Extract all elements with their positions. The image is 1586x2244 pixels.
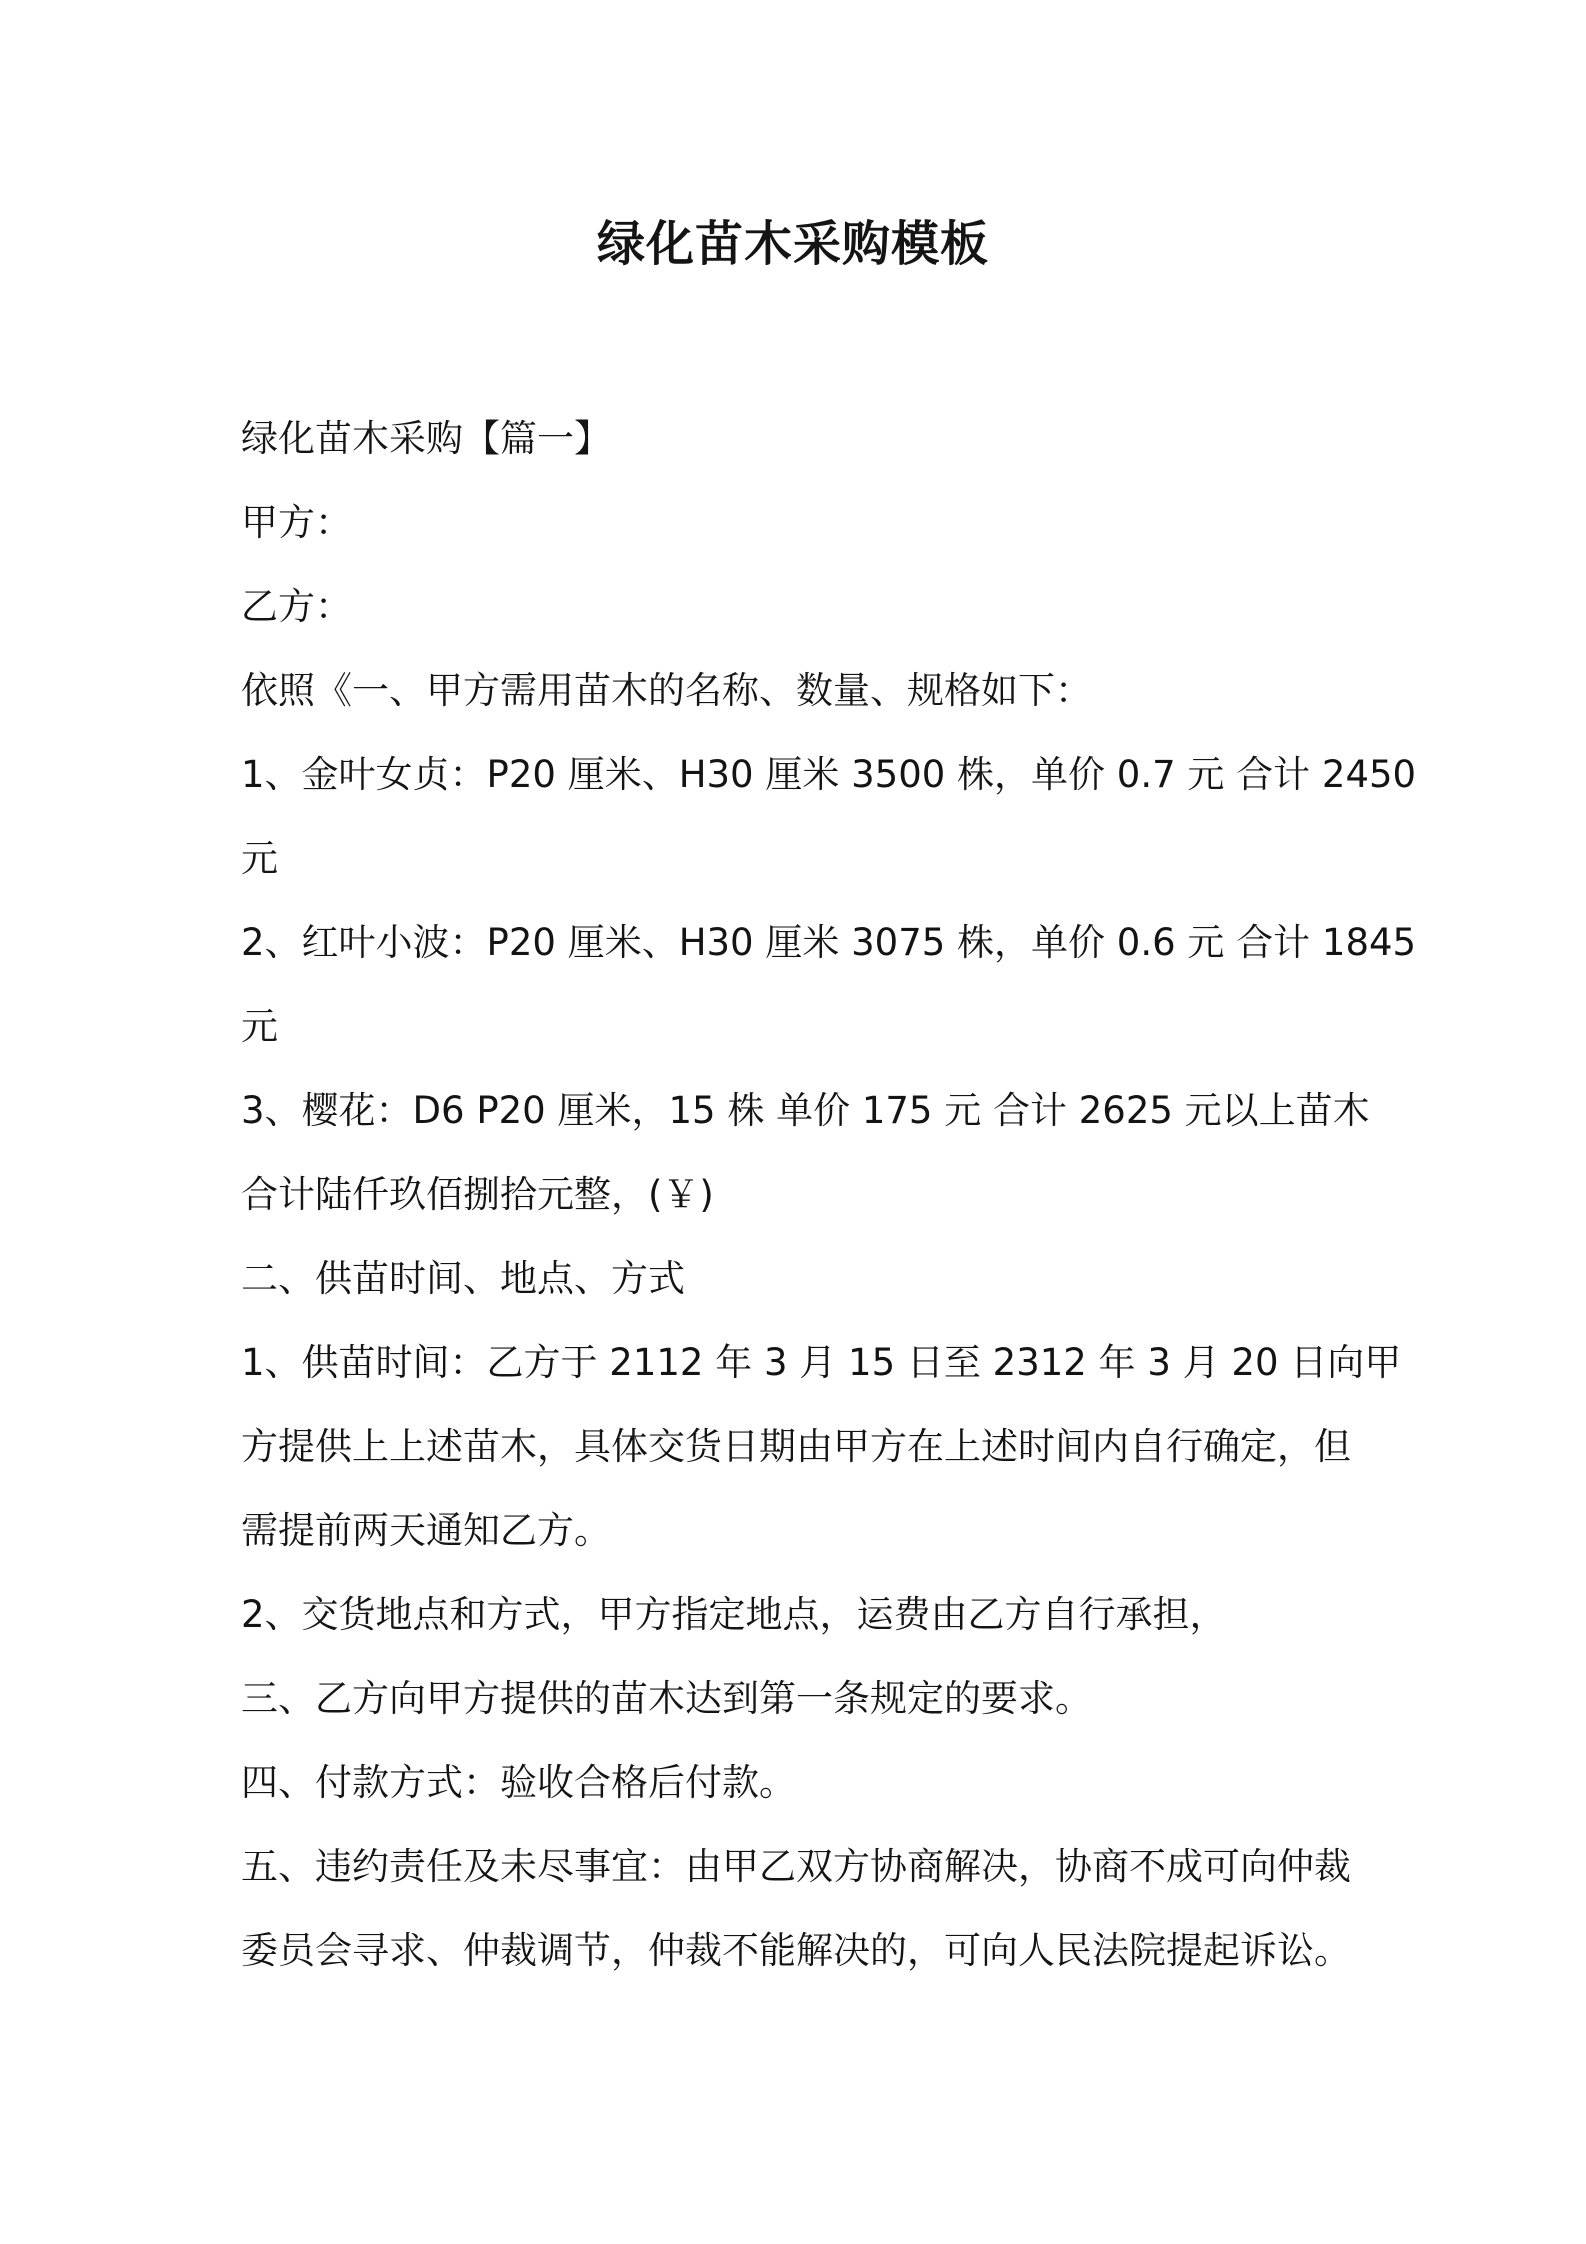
item-2-line-cont: 元 (241, 1005, 278, 1048)
document-title: 绿化苗木采购模板 (596, 216, 989, 272)
item-2-line: 2、红叶小波：P20 厘米、H30 厘米 3075 株，单价 0.6 元 合计 1845 (241, 921, 1417, 964)
clause-five-line-cont: 委员会寻求、仲裁调节，仲裁不能解决的，可向人民法院提起诉讼。 (241, 1929, 1351, 1972)
clause-one-intro: 依照《一、甲方需用苗木的名称、数量、规格如下： (241, 669, 1092, 712)
document-body (241, 397, 1417, 1993)
supply-time-line: 1、供苗时间：乙方于 2112 年 3 月 15 日至 2312 年 3 月 20 日向甲 (241, 1341, 1402, 1384)
party-a-line: 甲方： (241, 501, 352, 544)
delivery-line: 2、交货地点和方式，甲方指定地点，运费由乙方自行承担， (241, 1593, 1227, 1636)
clause-three-line: 三、乙方向甲方提供的苗木达到第一条规定的要求。 (241, 1677, 1092, 1720)
item-1-line-cont: 元 (241, 837, 278, 880)
item-1-line: 1、金叶女贞：P20 厘米、H30 厘米 3500 株，单价 0.7 元 合计 2450 (241, 753, 1417, 796)
supply-time-line-cont: 方提供上上述苗木，具体交货日期由甲方在上述时间内自行确定，但 (241, 1425, 1351, 1468)
clause-five-line: 五、违约责任及未尽事宜：由甲乙双方协商解决，协商不成可向仲裁 (241, 1845, 1351, 1888)
item-3-line-cont: 合计陆仟玖佰捌拾元整，(￥) (241, 1173, 714, 1216)
section-heading: 绿化苗木采购【篇一】 (241, 417, 611, 460)
supply-time-line-cont2: 需提前两天通知乙方。 (241, 1509, 611, 1552)
party-b-line: 乙方： (241, 585, 352, 628)
item-3-line: 3、樱花：D6 P20 厘米，15 株 单价 175 元 合计 2625 元以上苗木 (241, 1089, 1370, 1132)
clause-four-line: 四、付款方式：验收合格后付款。 (241, 1761, 796, 1804)
clause-two-heading: 二、供苗时间、地点、方式 (241, 1257, 685, 1300)
